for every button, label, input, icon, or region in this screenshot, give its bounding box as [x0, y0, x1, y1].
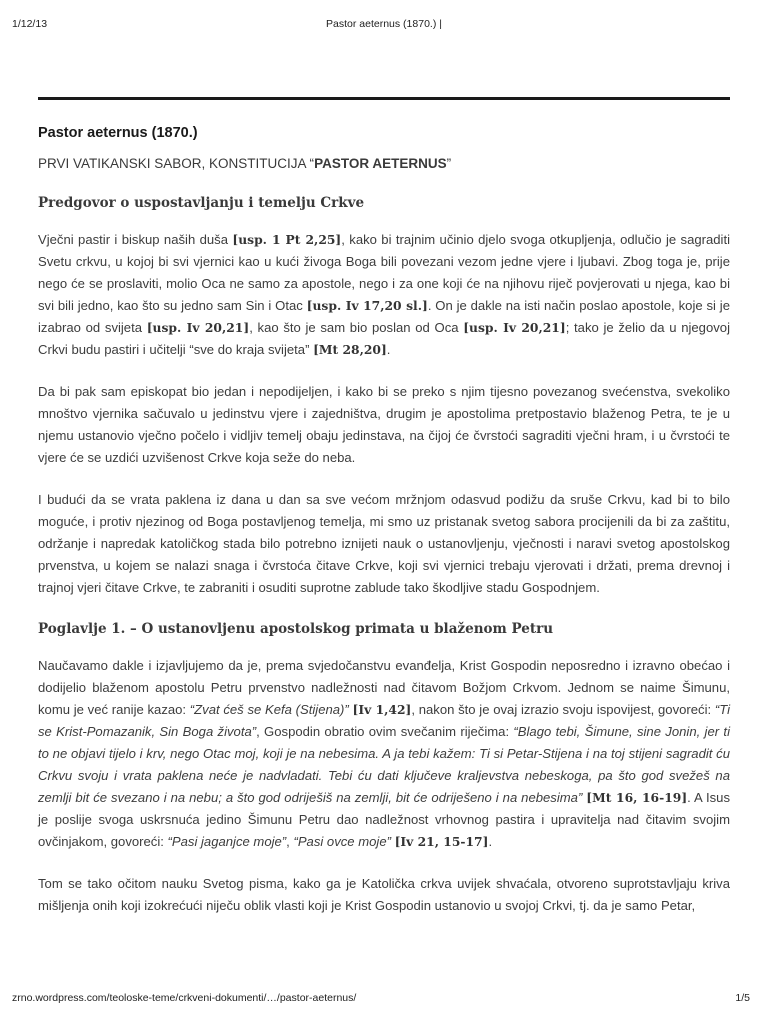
paragraph — [38, 229, 730, 361]
subtitle-suffix: ” — [446, 156, 452, 171]
text-run: Naučavamo dakle i izjavljujemo da je, prema svjedočanstvu evanđelja, Krist Gospodin neposredno i izravno obećao i dodijelio blaženom apostolu Petru prvenstvo nadležnosti nad čitavom Božjom Crkvom. Jednom se naime Šimunu, komu je već ranije kazao: — [38, 658, 730, 717]
article — [38, 100, 730, 917]
scripture-reference: [usp. 1 Pt 2,25] — [232, 232, 342, 247]
paragraph — [38, 381, 730, 469]
subtitle-prefix: PRVI VATIKANSKI SABOR, KONSTITUCIJA “ — [38, 156, 315, 171]
post-title[interactable]: Pastor aeternus (1870.) — [38, 125, 198, 141]
print-page-title: Pastor aeternus (1870.) | — [326, 18, 442, 30]
text-run: , kao što je sam bio poslan od Oca — [249, 320, 464, 335]
scripture-reference: [usp. Iv 20,21] — [463, 320, 566, 335]
quotation: “Zvat ćeš se Kefa (Stijena)” — [189, 702, 349, 717]
text-run: , Gospodin obratio ovim svečanim riječima: — [256, 724, 514, 739]
subtitle-document-name: PASTOR AETERNUS — [314, 156, 447, 171]
text-run: Da bi pak sam episkopat bio jedan i nepodijeljen, i kako bi se preko s njim tijesno povezanog svećenstva, svekoliko mnoštvo vjernika sačuvalo u jedinstvu vjere i zajedništva, drugim je apostolima pretpostavio blaženog Petra, te je u njemu ustanovio vječno počelo i vidljiv temelj obaju jedinstava, na čijoj će čvrstoći sagraditi vječni hram, i u čvrstoći te vjere će se uzdići uzvišenost Crkve koja seže do neba. — [38, 384, 730, 465]
page-number: 1/5 — [735, 992, 750, 1004]
scripture-reference: [usp. Iv 17,20 sl.] — [306, 298, 428, 313]
paragraph — [38, 489, 730, 599]
scripture-reference: [usp. Iv 20,21] — [146, 320, 250, 335]
quotation: “Pasi ovce moje” — [293, 834, 391, 849]
section-heading-chapter-1: Poglavlje 1. – O ustanovljenu apostolskog primata u blaženom Petru — [38, 621, 554, 637]
scripture-reference: [Iv 21, 15-17] — [394, 834, 489, 849]
text-run: Vječni pastir i biskup naših duša — [38, 232, 233, 247]
quotation: “Pasi jaganjce moje” — [167, 834, 287, 849]
print-header — [0, 18, 768, 34]
text-run: I budući da se vrata paklena iz dana u dan sa sve većom mržnjom odasvud podižu da sruše Crkvu, kad bi to bilo moguće, i protiv njezinog od Boga postavljenog temelja, mi smo uz pristanak svetog sabora procijenili da bi za zaštitu, održanje i napredak katoličkog stada bilo potrebno iznijeti nauk o ustanovljenju, vječnosti i naravi svetog apostolskog prvenstva, u kojem se nalazi snaga i čvrstoća čitave Crkve, koji svi vjernici trebaju vjerovati i držati, prema drevnoj i trajnoj vjeri čitave Crkve, te zabraniti i osuditi suprotne zablude tako škodljive stadu Gospodnjem. — [38, 492, 730, 595]
scripture-reference: [Mt 16, 16-19] — [586, 790, 688, 805]
quotation: “Ti se Krist-Pomazanik, Sin Boga života” — [38, 702, 731, 739]
text-run: . On je dakle na isti način poslao apostole, koje si je izabrao od svijeta — [38, 298, 730, 335]
print-date: 1/12/13 — [12, 18, 48, 30]
page-url: zrno.wordpress.com/teoloske-teme/crkveni-dokumenti/…/pastor-aeternus/ — [12, 992, 357, 1004]
text-run: . A Isus je poslije svoga uskrsnuća jedino Šimunu Petru dao nadležnost vrhovnog pastira i upravitelja nad čitavim svojim ovčinjakom, govoreći: — [38, 790, 731, 849]
text-run: . — [488, 834, 493, 849]
scripture-reference: [Mt 28,20] — [313, 342, 387, 357]
text-run: . — [386, 342, 391, 357]
quotation: “Blago tebi, Šimune, sine Jonin, jer ti to ne objavi tijelo i krv, nego Otac moj, koji je na nebesima. A ja tebi kažem: Ti si Petar-Stijena i na toj stijeni sagradit ću Crkvu svoju i vrata paklena neće je nadvladati. Tebi ću dati ključeve kraljevstva nebeskoga, pa što god svežeš na zemlji bit će svezano i na nebu; a što god odriješiš na zemlji, bit će odriješeno i na nebesima” — [38, 724, 730, 805]
section-heading-preface: Predgovor o uspostavljanju i temelju Crkve — [38, 195, 365, 211]
scripture-reference: [Iv 1,42] — [352, 702, 412, 717]
text-run: , — [286, 834, 294, 849]
paragraph — [38, 655, 730, 853]
text-run: , kako bi trajnim učinio djelo svoga otkupljenja, odlučio je sagraditi Svetu crkvu, u kojoj bi svi vjernici kao u kući živoga Boga bili povezani vezom jedne vjere i ljubavi. Zbog toga je, prije nego će se proslaviti, molio Oca ne samo za apostole, nego i za one koji će na njihovu riječ povjerovati u njega, kao bi svi bili jedno, kao što su jedno sam Sin i Otac — [38, 232, 731, 313]
print-footer — [0, 992, 768, 1008]
text-run: Tom se tako očitom nauku Svetog pisma, kako ga je Katolička crkva uvijek shvaćala, otvoreno suprotstavljaju kriva mišljenja onih koji izokrećući niječu oblik vlasti koji je Krist Gospodin ustanovio u svojoj Crkvi, tj. da je samo Petar, — [38, 876, 730, 913]
text-run: ; tako je želio da u njegovoj Crkvi budu pastiri i učitelji “sve do kraja svijeta” — [38, 320, 730, 357]
text-run: , nakon što je ovaj izrazio svoju ispovijest, govoreći: — [411, 702, 715, 717]
document-subtitle — [38, 155, 730, 173]
paragraph — [38, 873, 730, 917]
